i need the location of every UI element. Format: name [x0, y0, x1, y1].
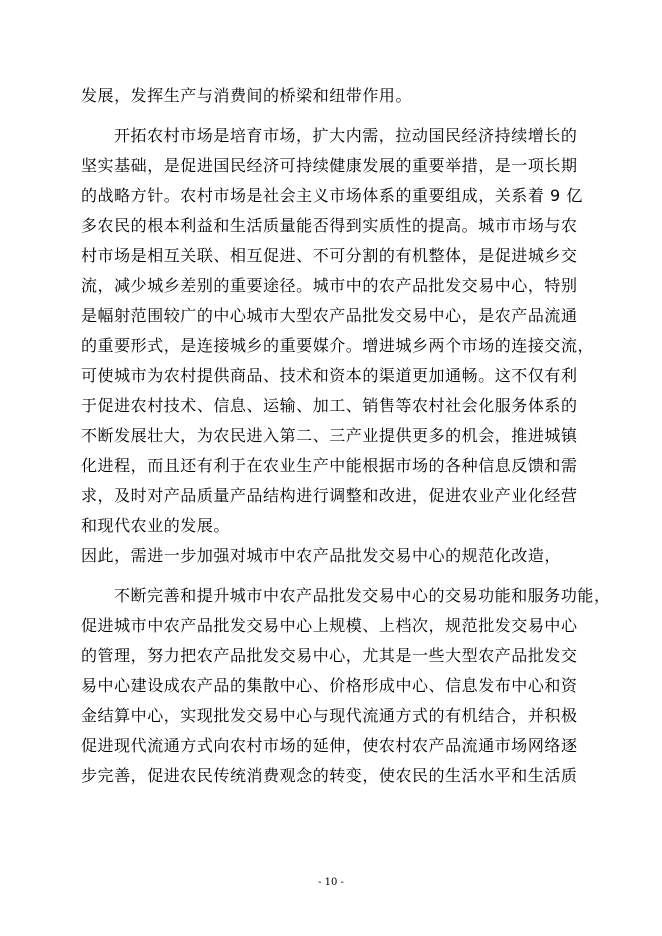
text-line: 化进程，而且还有利于在农业生产中能根据市场的各种信息反馈和需	[81, 456, 578, 475]
paragraph-first-line: 开拓农村市场是培育市场，扩大内需，拉动国民经济持续增长的	[114, 126, 578, 145]
text-line	[81, 821, 581, 851]
text-line: 不断发展壮大，为农民进入第二、三产业提供更多的机会，推进城镇	[81, 426, 578, 445]
paragraph-first-line: 不断完善和提升城市中农产品批发交易中心的交易功能和服务功能，	[114, 586, 611, 605]
text-line	[81, 791, 581, 821]
text-line: 多农民的根本利益和生活质量能否得到实质性的提高。城市市场与农	[81, 216, 578, 235]
text-line: 促进现代流通方式向农村市场的延伸，使农村农产品流通市场网络逐	[81, 736, 578, 755]
text-line: 和现代农业的发展。	[81, 516, 230, 535]
text-line: 求，及时对产品质量产品结构进行调整和改进，促进农业产业化经营	[81, 486, 578, 505]
text-line: 发展，发挥生产与消费间的桥梁和纽带作用。	[81, 86, 413, 105]
text-line: 的管理，努力把农产品批发交易中心，尤其是一些大型农产品批发交	[81, 646, 578, 665]
text-line: 流，减少城乡差别的重要途径。城市中的农产品批发交易中心，特别	[81, 276, 578, 295]
text-line: 步完善，促进农民传统消费观念的转变，使农民的生活水平和生活质	[81, 766, 578, 785]
page-number: - 10 -	[318, 877, 344, 888]
text-line: 的战略方针。农村市场是社会主义市场体系的重要组成，关系着 9 亿	[81, 186, 583, 205]
text-line: 村市场是相互关联、相互促进、不可分割的有机整体，是促进城乡交	[81, 246, 578, 265]
text-line: 的重要形式，是连接城乡的重要媒介。增进城乡两个市场的连接交流，	[81, 336, 595, 355]
text-line: 于促进农村技术、信息、运输、加工、销售等农村社会化服务体系的	[81, 396, 578, 415]
text-line: 可使城市为农村提供商品、技术和资本的渠道更加通畅。这不仅有利	[81, 366, 578, 385]
text-line: 因此，需进一步加强对城市中农产品批发交易中心的规范化改造，	[81, 546, 561, 565]
text-line: 金结算中心，实现批发交易中心与现代流通方式的有机结合，并积极	[81, 706, 578, 725]
text-line: 促进城市中农产品批发交易中心上规模、上档次，规范批发交易中心	[81, 616, 578, 635]
text-line: 是幅射范围较广的中心城市大型农产品批发交易中心，是农产品流通	[81, 306, 578, 325]
text-line: 坚实基础，是促进国民经济可持续健康发展的重要举措，是一项长期	[81, 156, 578, 175]
text-line: 易中心建设成农产品的集散中心、价格形成中心、信息发布中心和资	[81, 676, 578, 695]
